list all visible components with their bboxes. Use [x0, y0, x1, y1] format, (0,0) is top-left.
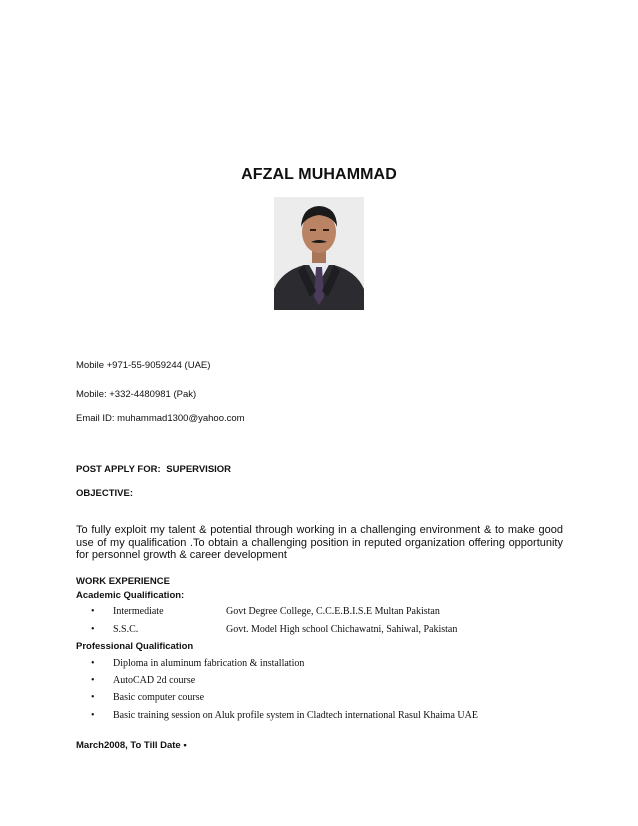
bullet-icon: •: [91, 624, 95, 635]
professional-item-text: Diploma in aluminum fabrication & installation: [113, 658, 305, 669]
mobile-uae: Mobile +971-55-9059244 (UAE): [76, 360, 211, 371]
bullet-icon: •: [91, 710, 95, 721]
objective-text: To fully exploit my talent & potential through working in a challenging environment & to make good use of my qualification .To obtain a challenging position in reputed organization offering opportunity for personnel growth & career development: [76, 524, 563, 561]
bullet-icon: •: [91, 692, 95, 703]
qualification-level: S.S.C.: [113, 624, 139, 635]
portrait-image: [274, 197, 364, 310]
bullet-icon: •: [91, 658, 95, 669]
employment-period: March2008, To Till Date •: [76, 740, 187, 751]
qualification-level: Intermediate: [113, 606, 164, 617]
work-experience-heading: WORK EXPERIENCE: [76, 576, 170, 587]
qualification-institute: Govt Degree College, C.C.E.B.I.S.E Multan Pakistan: [226, 606, 440, 617]
professional-item-text: Basic training session on Aluk profile system in Cladtech international Rasul Khaima UAE: [113, 710, 478, 721]
qualification-institute: Govt. Model High school Chichawatni, Sahiwal, Pakistan: [226, 624, 458, 635]
profile-photo: [274, 197, 364, 310]
post-apply-label: POST APPLY FOR:: [76, 464, 161, 475]
candidate-name: AFZAL MUHAMMAD: [241, 166, 397, 183]
professional-item-text: AutoCAD 2d course: [113, 675, 196, 686]
professional-item-text: Basic computer course: [113, 692, 205, 703]
post-apply-value: SUPERVISIOR: [166, 464, 232, 475]
mobile-pak: Mobile: +332-4480981 (Pak): [76, 389, 197, 400]
professional-heading: Professional Qualification: [76, 641, 194, 652]
bullet-icon: •: [91, 675, 95, 686]
objective-heading: OBJECTIVE:: [76, 488, 134, 499]
bullet-icon: •: [91, 606, 95, 617]
email: Email ID: muhammad1300@yahoo.com: [76, 413, 245, 424]
academic-heading: Academic Qualification:: [76, 590, 185, 601]
post-apply-line: [76, 464, 231, 475]
